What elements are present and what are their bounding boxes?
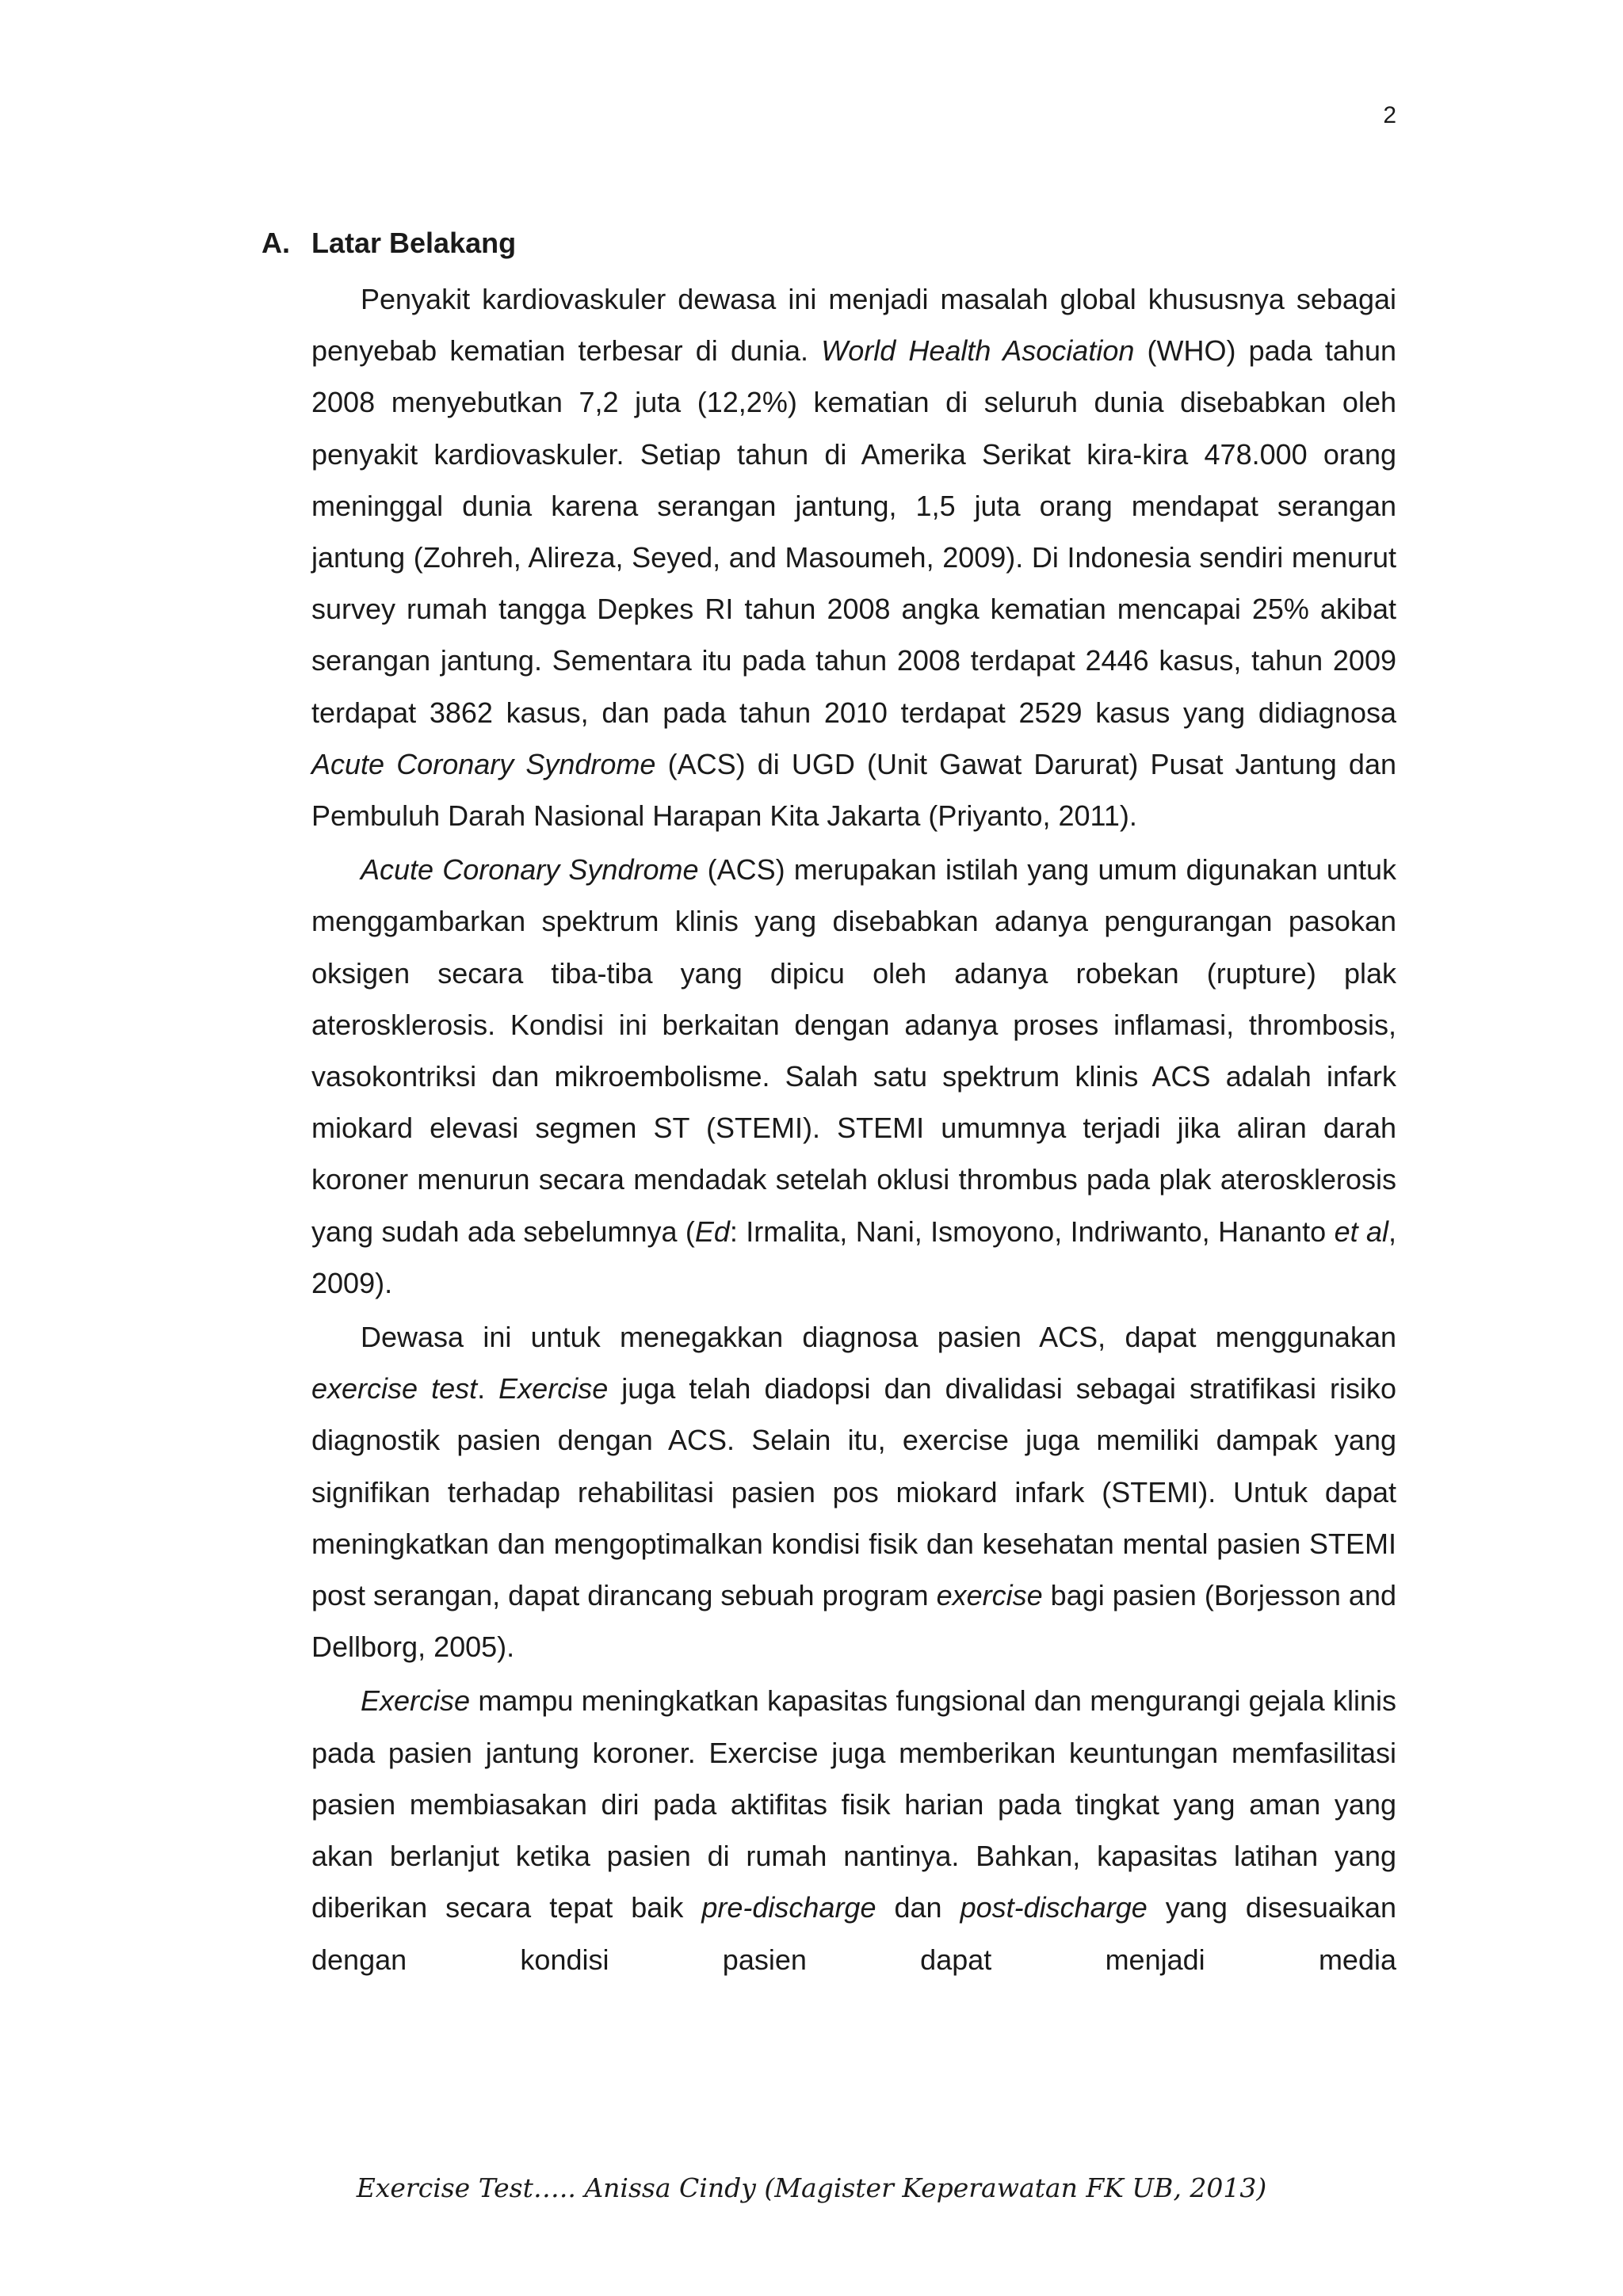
section-title: Latar Belakang bbox=[311, 227, 517, 259]
section-heading bbox=[262, 223, 1396, 263]
italic-text: World Health Asociation bbox=[821, 334, 1135, 368]
italic-text: Exercise bbox=[498, 1372, 609, 1405]
text-run: Dewasa ini untuk menegakkan diagnosa pasien ACS, dapat menggunakan bbox=[361, 1321, 1396, 1354]
italic-text: exercise bbox=[936, 1579, 1043, 1612]
section-letter: A. bbox=[262, 227, 290, 259]
text-run: . bbox=[477, 1372, 499, 1405]
italic-text: pre-discharge bbox=[701, 1891, 876, 1924]
text-run: : Irmalita, Nani, Ismoyono, Indriwanto, Hananto bbox=[729, 1215, 1335, 1248]
text-run: dan bbox=[876, 1891, 960, 1924]
paragraph bbox=[311, 1675, 1396, 1985]
text-run: mampu meningkatkan kapasitas fungsional dan mengurangi gejala klinis pada pasien jantung koroner. Exercise juga memberikan keuntungan memfasilitasi pasien membiasakan diri pada aktifitas fisik harian pada tingkat yang aman yang akan berlanjut ketika pasien di rumah nantinya. Bahkan, kapasitas latihan yang diberikan secara tepat baik bbox=[311, 1684, 1396, 1924]
page-number: 2 bbox=[1383, 102, 1396, 128]
italic-text: et al bbox=[1334, 1215, 1388, 1248]
text-run: (WHO) pada tahun 2008 menyebutkan 7,2 juta (12,2%) kematian di seluruh dunia disebabkan oleh penyakit kardiovaskuler. Setiap tahun di Amerika Serikat kira-kira 478.000 orang meninggal dunia karena serangan jantung, 1,5 juta orang mendapat serangan jantung (Zohreh, Alireza, Seyed, and Masoumeh, 2009). Di Indonesia sendiri menurut survey rumah tangga Depkes RI tahun 2008 angka kematian mencapai 25% akibat serangan jantung. Sementara itu pada tahun 2008 terdapat 2446 kasus, tahun 2009 terdapat 3862 kasus, dan pada tahun 2010 terdapat 2529 kasus yang didiagnosa bbox=[311, 334, 1396, 729]
italic-text: Exercise bbox=[361, 1684, 471, 1718]
italic-text: Acute Coronary Syndrome bbox=[361, 853, 699, 887]
page-footer: Exercise Test….. Anissa Cindy (Magister Keperawatan FK UB, 2013) bbox=[356, 2172, 1267, 2203]
paragraph bbox=[311, 1311, 1396, 1672]
italic-text: Ed bbox=[694, 1215, 730, 1248]
text-run: (ACS) merupakan istilah yang umum digunakan untuk menggambarkan spektrum klinis yang disebabkan adanya pengurangan pasokan oksigen secara tiba-tiba yang dipicu oleh adanya robekan (rupture) plak aterosklerosis. Kondisi ini berkaitan dengan adanya proses inflamasi, thrombosis, vasokontriksi dan mikroembolisme. Salah satu spektrum klinis ACS adalah infark miokard elevasi segmen ST (STEMI). STEMI umumnya terjadi jika aliran darah koroner menurun secara mendadak setelah oklusi thrombus pada plak aterosklerosis yang sudah ada sebelumnya ( bbox=[311, 853, 1396, 1248]
text-run: , 2009). bbox=[311, 1215, 1397, 1299]
italic-text: exercise test bbox=[311, 1372, 478, 1405]
document-body bbox=[262, 223, 1396, 1985]
text-run: yang disesuaikan dengan kondisi pasien dapat menjadi media bbox=[311, 1891, 1396, 1976]
text-run: Penyakit kardiovaskuler dewasa ini menjadi masalah global khususnya sebagai penyebab kematian terbesar di dunia. bbox=[311, 283, 1396, 368]
italic-text: post-discharge bbox=[960, 1891, 1148, 1924]
paragraph bbox=[311, 273, 1396, 841]
paragraph bbox=[311, 844, 1396, 1309]
text-run: juga telah diadopsi dan divalidasi sebagai stratifikasi risiko diagnostik pasien dengan ACS. Selain itu, exercise juga memiliki dampak yang signifikan terhadap rehabilitasi pasien pos miokard infark (STEMI). Untuk dapat meningkatkan dan mengoptimalkan kondisi fisik dan kesehatan mental pasien STEMI post serangan, dapat dirancang sebuah program bbox=[311, 1372, 1397, 1612]
paragraphs bbox=[311, 273, 1396, 1985]
text-run: (ACS) di UGD (Unit Gawat Darurat) Pusat Jantung dan Pembuluh Darah Nasional Harapan Kita Jakarta (Priyanto, 2011). bbox=[311, 747, 1396, 833]
text-run: bagi pasien (Borjesson and Dellborg, 2005). bbox=[311, 1579, 1396, 1664]
italic-text: Acute Coronary Syndrome bbox=[311, 747, 656, 780]
